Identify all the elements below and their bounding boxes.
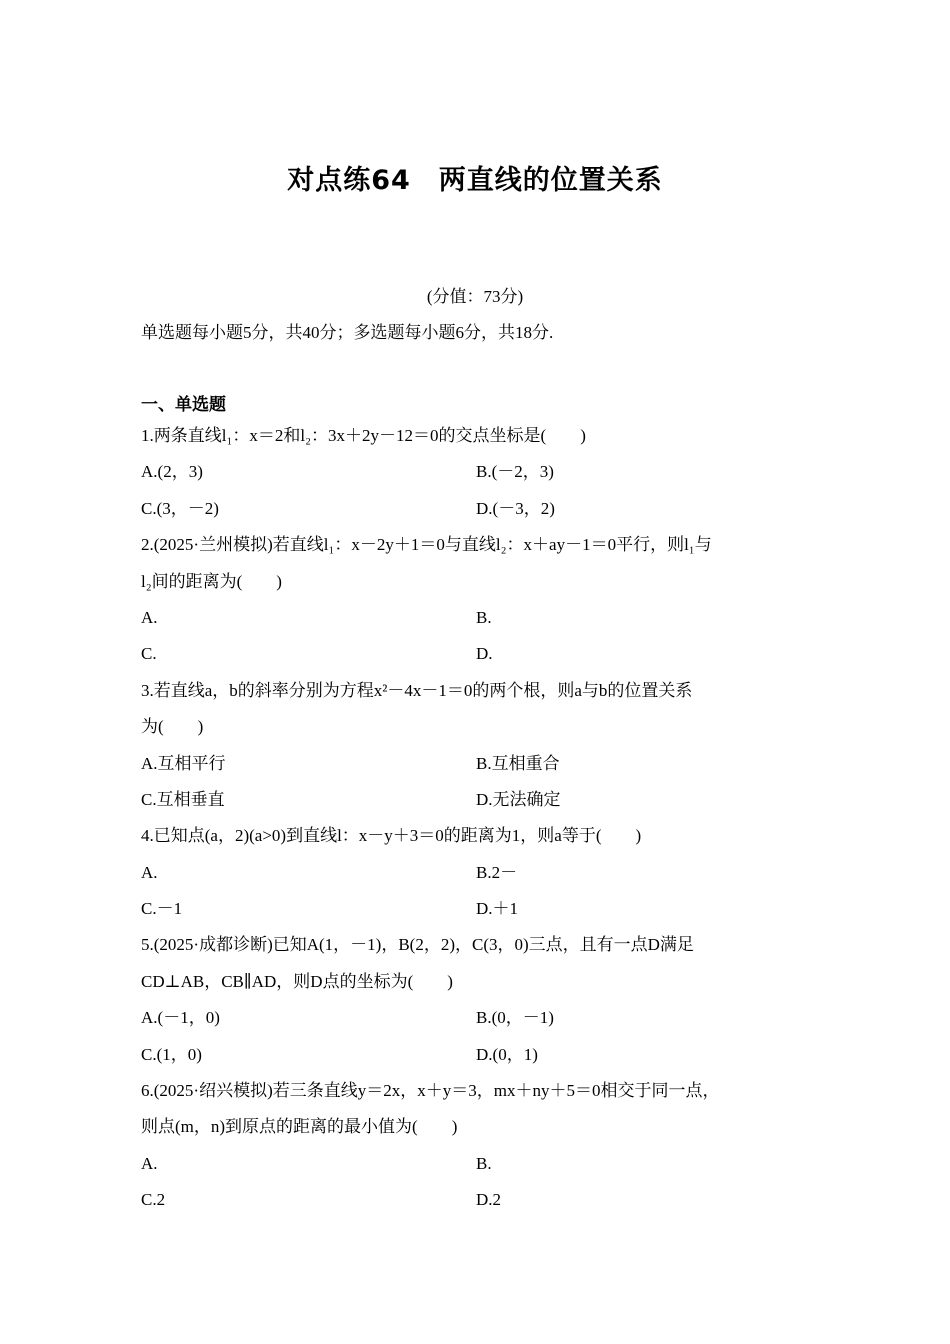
question-stem: 6.(2025·绍兴模拟)若三条直线y＝2x，x＋y＝3，mx＋ny＋5＝0相交于同一点，	[141, 1081, 720, 1101]
option-d: D.(－3，2)	[476, 498, 555, 518]
option-d: D.	[476, 644, 493, 664]
option-d: D.无法确定	[476, 789, 561, 809]
option-b: B.互相重合	[476, 753, 560, 773]
scoring-note: 单选题每小题5分，共40分；多选题每小题6分，共18分.	[141, 323, 554, 342]
option-d: D.＋1	[476, 899, 519, 919]
score-info: (分值：73分)	[426, 287, 524, 306]
option-d: D.(0，1)	[476, 1044, 538, 1064]
question-2	[141, 527, 811, 673]
page-title: 对点练64 两直线的位置关系	[287, 165, 663, 196]
question-stem-continued: CD⊥AB，CB∥AD，则D点的坐标为( )	[141, 971, 453, 991]
question-stem: 4.已知点(a，2)(a>0)到直线l：x－y＋3＝0的距离为1，则a等于( )	[141, 826, 642, 846]
question-4	[141, 818, 811, 927]
option-c: C.互相垂直	[141, 789, 225, 809]
option-c: C.2	[141, 1190, 166, 1210]
option-c: C.	[141, 644, 157, 664]
option-c: C.－1	[141, 899, 183, 919]
option-a: A.(2，3)	[141, 462, 203, 482]
question-stem-continued: 为( )	[141, 717, 204, 737]
option-b: B.	[476, 607, 492, 627]
question-6	[141, 1073, 811, 1219]
option-b: B.	[476, 1153, 492, 1173]
question-stem-continued: l₂间的距离为( )	[141, 571, 282, 591]
question-3	[141, 673, 811, 819]
question-stem: 3.若直线a，b的斜率分别为方程x²－4x－1＝0的两个根，则a与b的位置关系	[141, 680, 693, 700]
option-b: B.(－2，3)	[476, 462, 554, 482]
question-1	[141, 418, 811, 527]
question-stem-continued: 则点(m，n)到原点的距离的最小值为( )	[141, 1117, 458, 1137]
option-d: D.2	[476, 1190, 502, 1210]
option-a: A.互相平行	[141, 753, 226, 773]
option-c: C.(1，0)	[141, 1044, 202, 1064]
option-c: C.(3，－2)	[141, 498, 219, 518]
question-stem: 1.两条直线l₁：x＝2和l₂：3x＋2y－12＝0的交点坐标是( )	[141, 426, 586, 445]
question-list	[141, 418, 811, 1219]
option-a: A.(－1，0)	[141, 1008, 220, 1028]
question-stem: 2.(2025·兰州模拟)若直线l₁：x－2y＋1＝0与直线l₂：x＋ay－1＝0平行，则l₁与	[141, 535, 712, 555]
question-stem: 5.(2025·成都诊断)已知A(1，－1)，B(2，2)，C(3，0)三点，且有一点D满足	[141, 935, 694, 955]
option-a: A.	[141, 1153, 158, 1173]
section-heading: 一、单选题	[141, 395, 226, 415]
question-5	[141, 927, 811, 1073]
option-a: A.	[141, 862, 158, 882]
option-b: B.(0，－1)	[476, 1008, 554, 1028]
option-a: A.	[141, 607, 158, 627]
option-b: B.2－	[476, 862, 518, 882]
